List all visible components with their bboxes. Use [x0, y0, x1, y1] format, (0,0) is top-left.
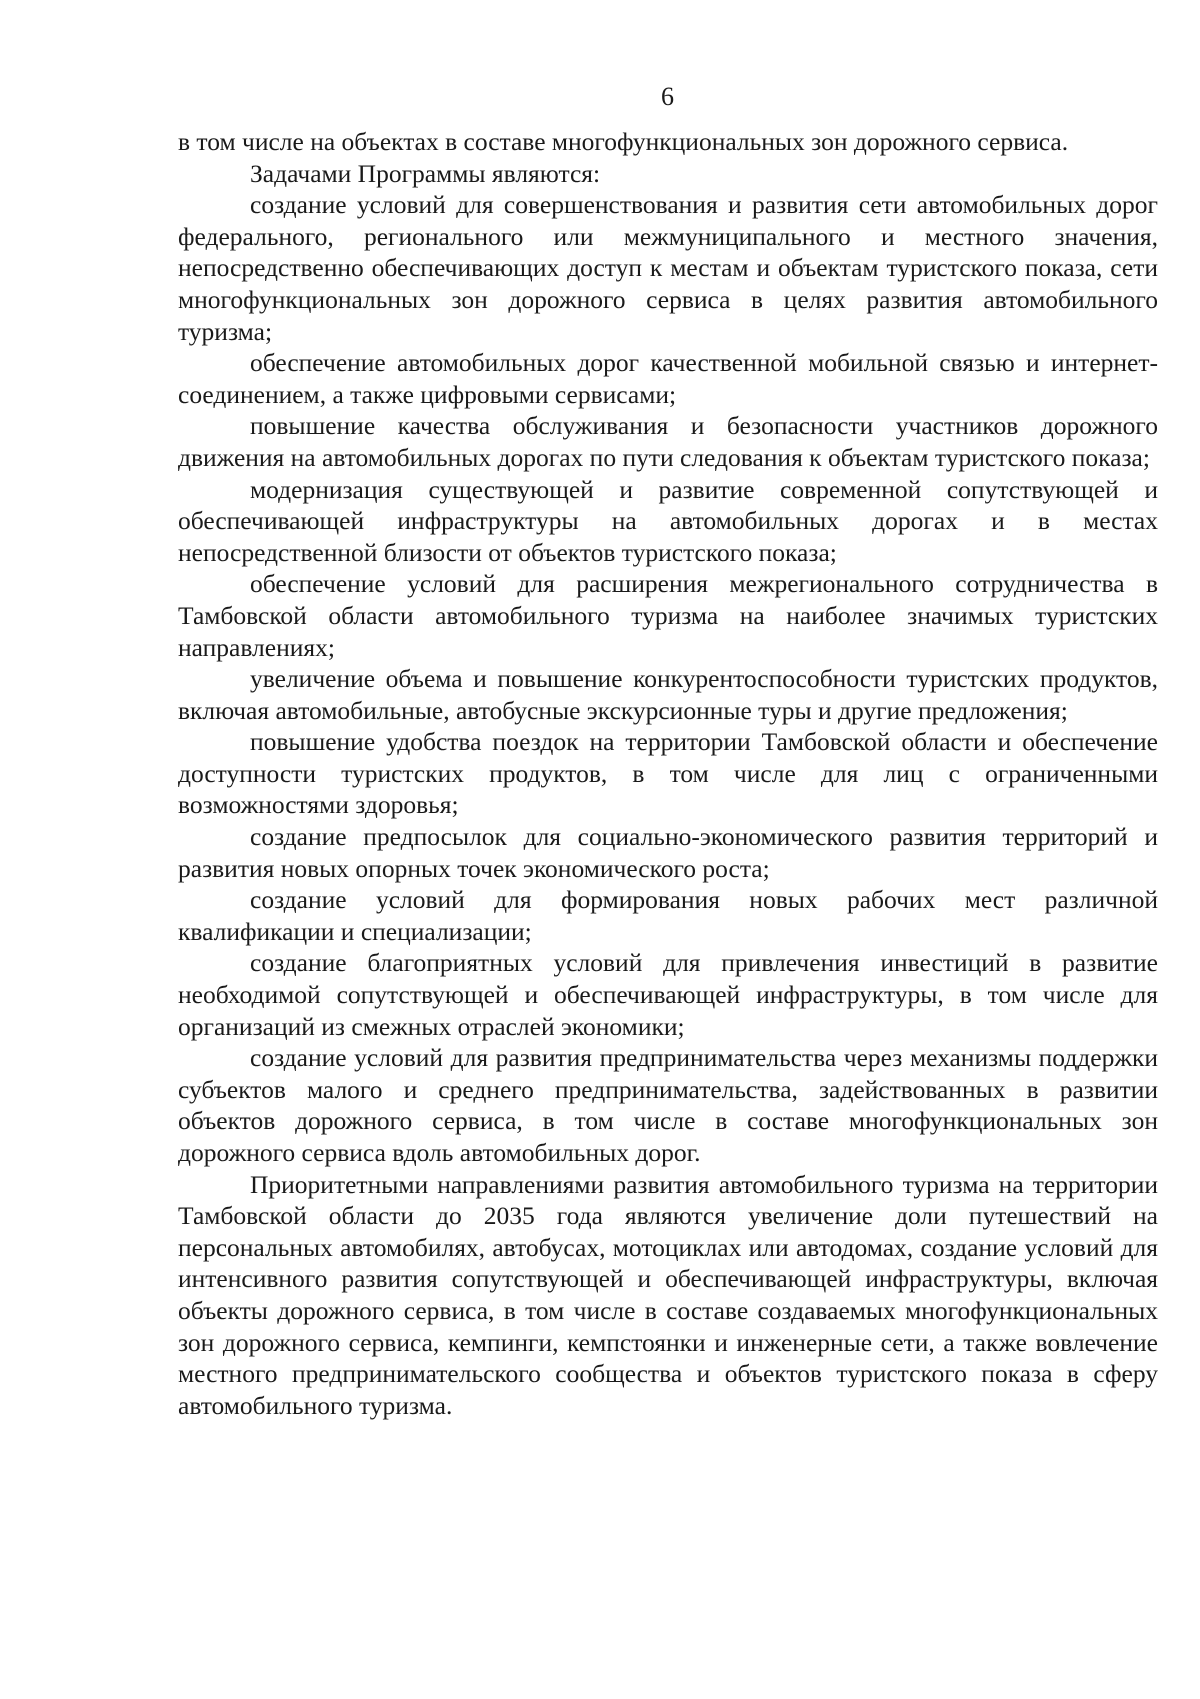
document-body	[178, 126, 1158, 1421]
task-item: повышение качества обслуживания и безопасности участников дорожного движения на автомобильных дорогах по пути следования к объектам туристского показа;	[178, 411, 1158, 472]
task-item: создание условий для формирования новых рабочих мест различной квалификации и специализации;	[178, 885, 1158, 946]
task-item: обеспечение условий для расширения межрегионального сотрудничества в Тамбовской области автомобильного туризма на наиболее значимых туристских направлениях;	[178, 569, 1158, 662]
task-item: создание предпосылок для социально-экономического развития территорий и развития новых опорных точек экономического роста;	[178, 822, 1158, 883]
task-item: модернизация существующей и развитие современной сопутствующей и обеспечивающей инфраструктуры на автомобильных дорогах и в местах непосредственной близости от объектов туристского показа;	[178, 474, 1158, 567]
tasks-intro-paragraph: Задачами Программы являются:	[250, 158, 601, 188]
priorities-paragraph: Приоритетными направлениями развития автомобильного туризма на территории Тамбовской области до 2035 года являются увеличение доли путешествий на персональных автомобилях, автобусах, мотоциклах или автодомах, создание условий для интенсивного развития сопутствующей и обеспечивающей инфраструктуры, включая объекты дорожного сервиса, в том числе в составе создаваемых многофункциональных зон дорожного сервиса, кемпинги, кемпстоянки и инженерные сети, а также вовлечение местного предпринимательского сообщества и объектов туристского показа в сферу автомобильного туризма.	[178, 1169, 1158, 1420]
continuation-paragraph: в том числе на объектах в составе многофункциональных зон дорожного сервиса.	[178, 127, 1069, 156]
task-item: создание условий для развития предпринимательства через механизмы поддержки субъектов малого и среднего предпринимательства, задействованных в развитии объектов дорожного сервиса, в том числе в составе многофункциональных зон дорожного сервиса вдоль автомобильных дорог.	[178, 1043, 1158, 1167]
task-item: создание условий для совершенствования и развития сети автомобильных дорог федерального, регионального или межмуниципального и местного значения, непосредственно обеспечивающих доступ к местам и объектам туристского показа, сети многофункциональных зон дорожного сервиса в целях развития автомобильного туризма;	[178, 190, 1158, 346]
task-item: обеспечение автомобильных дорог качественной мобильной связью и интернет-соединением, а также цифровыми сервисами;	[178, 348, 1158, 409]
page-number: 6	[661, 82, 674, 111]
task-item: повышение удобства поездок на территории Тамбовской области и обеспечение доступности туристских продуктов, в том числе для лиц с ограниченными возможностями здоровья;	[178, 727, 1158, 820]
task-item: увеличение объема и повышение конкурентоспособности туристских продуктов, включая автомобильные, автобусные экскурсионные туры и другие предложения;	[178, 664, 1158, 725]
task-item: создание благоприятных условий для привлечения инвестиций в развитие необходимой сопутствующей и обеспечивающей инфраструктуры, в том числе для организаций из смежных отраслей экономики;	[178, 948, 1158, 1041]
